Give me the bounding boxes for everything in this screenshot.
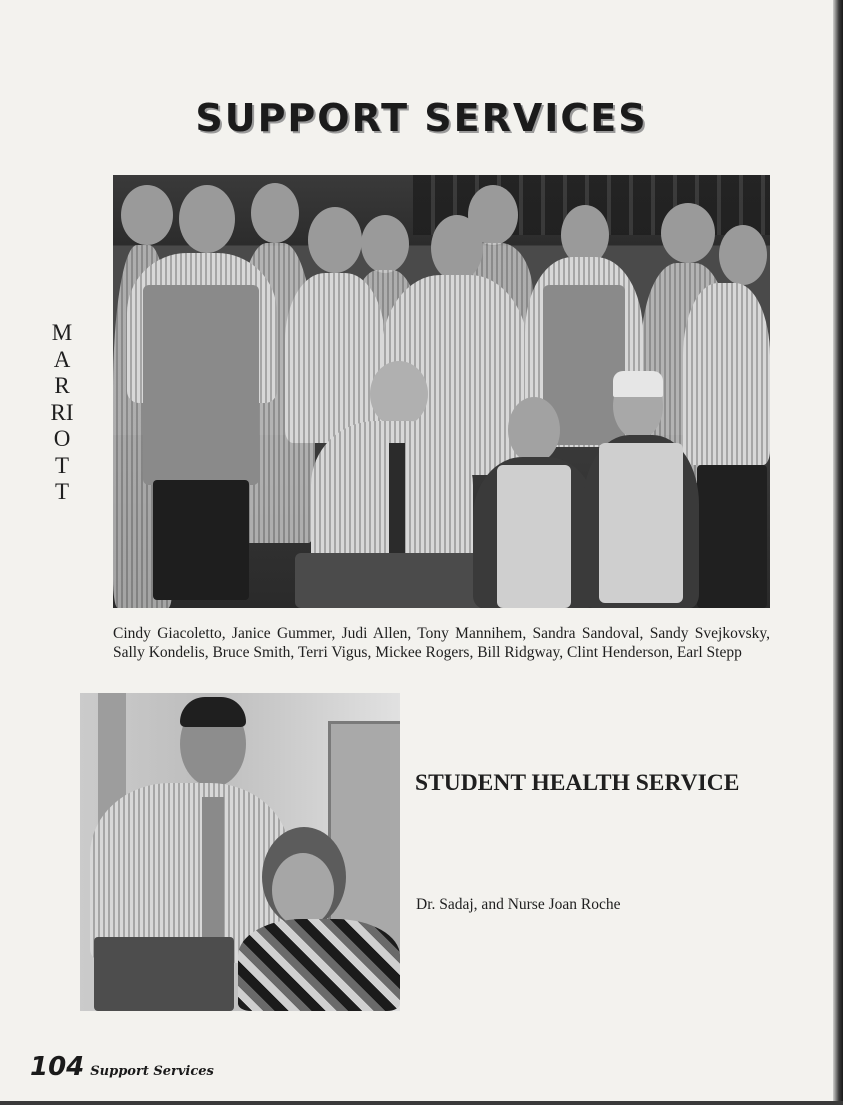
baseball-cap: [613, 371, 663, 397]
person-apron: [143, 285, 259, 485]
marriott-photo-caption: Cindy Giacoletto, Janice Gummer, Judi Allen, Tony Mannihem, Sandra Sandoval, Sandy Svejkovsky, Sally Kondelis, Bruce Smith, Terri Vigus, Mickee Rogers, Bill Ridgway, Clint Henderson, Earl Stepp: [113, 625, 770, 661]
person-head: [370, 361, 428, 427]
necktie: [389, 443, 405, 553]
page-edge-shadow: [833, 0, 843, 1105]
person-head: [361, 215, 409, 273]
page-footer: [30, 1052, 214, 1086]
person-head: [561, 205, 609, 265]
health-section-title: STUDENT HEALTH SERVICE: [415, 770, 740, 796]
person-head: [661, 203, 715, 263]
person-apron: [599, 443, 683, 603]
person-head: [272, 853, 334, 927]
person-body: [683, 283, 770, 465]
marriott-staff-photo: [113, 175, 770, 608]
person-head: [308, 207, 362, 273]
person-head: [251, 183, 299, 243]
person-legs: [94, 937, 234, 1011]
page-number: 104: [30, 1052, 85, 1082]
person-head: [719, 225, 767, 285]
health-photo-caption: Dr. Sadaj, and Nurse Joan Roche: [416, 896, 621, 913]
page-bottom-edge: [0, 1101, 843, 1105]
person-apron: [497, 465, 571, 608]
page-title: SUPPORT SERVICES: [195, 96, 648, 140]
person-head: [121, 185, 173, 245]
person-legs: [697, 465, 767, 608]
footer-section-name: Support Services: [90, 1064, 214, 1079]
side-label-marriott: MARRIOTT: [50, 320, 74, 504]
person-head: [508, 397, 560, 463]
person-legs: [153, 480, 249, 600]
person-hair: [180, 697, 246, 727]
person-head: [179, 185, 235, 253]
person-head: [431, 215, 483, 281]
person-legs: [295, 553, 485, 608]
person-body: [285, 273, 385, 443]
health-service-photo: [80, 693, 400, 1011]
person-sweater: [238, 919, 400, 1011]
